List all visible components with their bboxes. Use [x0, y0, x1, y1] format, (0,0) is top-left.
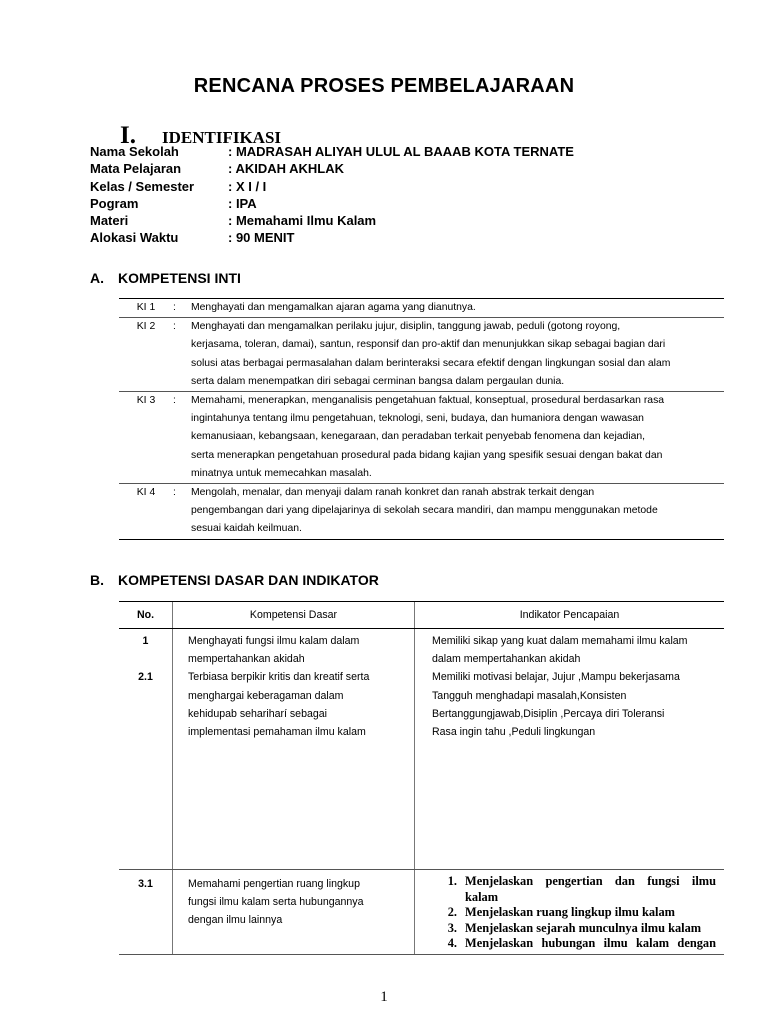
ki-text	[191, 318, 724, 391]
table-row	[119, 629, 724, 870]
column-header-indikator: Indikator Pencapaian	[519, 609, 620, 621]
identity-list	[90, 144, 574, 248]
ki-line: serta dalam menempatkan diri sebagai cerminan bangsa dalam pergaulan dunia.	[191, 375, 565, 387]
row-number: 1	[142, 635, 149, 647]
ki-line: serta menerapkan pengetahuan prosedural pada bidang kajian yang spesifik sesuai dengan bakat dan	[191, 449, 663, 461]
ki-code: KI 1	[136, 302, 156, 313]
ki-text	[191, 299, 724, 317]
kd-line: mempertahankan akidah	[188, 653, 305, 666]
list-number: 2.	[447, 905, 457, 919]
kd-line: fungsi ilmu kalam serta hubungannya	[188, 896, 364, 909]
indikator-list-item	[431, 874, 724, 890]
kd-line: Terbiasa berpikir kritis dan kreatif serta	[188, 671, 370, 684]
column-header-no: No.	[119, 602, 173, 628]
document-title: RENCANA PROSES PEMBELAJARAAN	[193, 75, 575, 97]
identity-row	[90, 196, 574, 213]
indikator-line: Rasa ingin tahu ,Peduli lingkungan	[432, 726, 596, 739]
kd-line: dengan ilmu lainnya	[188, 914, 283, 927]
list-number: 1.	[447, 874, 457, 888]
table-row	[119, 870, 724, 955]
kd-line: Menghayati fungsi ilmu kalam dalam	[188, 635, 360, 647]
indikator-line: Memiliki motivasi belajar, Jujur ,Mampu bekerjasama	[432, 671, 680, 684]
kd-cell	[173, 629, 415, 869]
column-header-kompetensi-dasar: Kompetensi Dasar	[173, 602, 415, 628]
list-text: Menjelaskan ruang lingkup ilmu kalam	[465, 905, 675, 919]
ki-row	[119, 483, 724, 539]
ki-text	[191, 392, 724, 483]
kd-line: implementasi pemahaman ilmu kalam	[188, 726, 366, 739]
indikator-list-item	[431, 936, 724, 952]
identity-key: Mata Pelajaran	[90, 161, 182, 177]
identity-key: Kelas / Semester	[90, 178, 195, 194]
identity-row	[90, 161, 574, 178]
row-number-cell	[119, 629, 173, 869]
indikator-list	[415, 870, 724, 954]
indikator-line: Bertanggungjawab,Disiplin ,Percaya diri Toleransi	[432, 707, 665, 720]
ki-row	[119, 299, 724, 317]
table-header-row	[119, 602, 724, 629]
ki-colon: :	[173, 321, 176, 333]
section-label: KOMPETENSI DASAR DAN INDIKATOR	[118, 572, 379, 588]
ki-text	[191, 484, 724, 539]
section-letter: A.	[90, 270, 104, 286]
indikator-list-item	[431, 921, 724, 937]
indikator-list-item-continued	[431, 890, 724, 906]
list-number: 4.	[447, 936, 457, 950]
identity-value: : MADRASAH ALIYAH ULUL AL BAAAB KOTA TERNATE	[228, 144, 574, 159]
identity-value: : X I / I	[228, 178, 267, 194]
ki-line: kemanusiaan, kebangsaan, kenegaraan, dan peradaban terkait penyebab fenomena dan kejadian,	[191, 431, 646, 443]
ki-row	[119, 391, 724, 483]
list-text: Menjelaskan pengertian dan fungsi ilmu	[465, 874, 716, 888]
ki-line: Mengolah, menalar, dan menyaji dalam ranah konkret dan ranah abstrak terkait dengan	[191, 487, 595, 499]
section-a-heading	[90, 270, 241, 286]
ki-line: minatnya untuk memecahkan masalah.	[191, 467, 372, 479]
ki-line: Memahami, menerapkan, menganalisis pengetahuan faktual, konseptual, prosedural berdasarkan rasa	[191, 395, 665, 407]
section-number: I.	[120, 122, 136, 149]
indikator-line: Tangguh menghadapi masalah,Konsisten	[432, 689, 627, 702]
identity-key: Alokasi Waktu	[90, 230, 179, 246]
section-b-heading	[90, 572, 379, 588]
indikator-line: dalam mempertahankan akidah	[432, 653, 581, 666]
ki-code: KI 4	[136, 487, 156, 499]
page-number: 1	[380, 989, 388, 1005]
section-label: KOMPETENSI INTI	[118, 270, 241, 286]
ki-row	[119, 317, 724, 391]
identity-row	[90, 213, 574, 230]
list-number-spacer	[431, 890, 465, 906]
identity-key: Pogram	[90, 195, 139, 211]
row-number-cell	[119, 870, 173, 954]
ki-colon: :	[173, 395, 176, 407]
kompetensi-dasar-table	[119, 601, 724, 955]
indikator-list-item	[431, 905, 724, 921]
kd-line: Memahami pengertian ruang lingkup	[188, 878, 360, 890]
row-number: 2.1	[138, 671, 153, 684]
list-text: Menjelaskan sejarah munculnya ilmu kalam	[465, 920, 702, 935]
ki-code: KI 3	[136, 395, 156, 407]
kd-line: menghargai keberagaman dalam	[188, 689, 344, 702]
indikator-line: Memiliki sikap yang kuat dalam memahami ilmu kalam	[432, 635, 688, 647]
identity-key: Nama Sekolah	[90, 144, 179, 159]
identity-row	[90, 230, 574, 247]
row-number	[119, 650, 172, 668]
identity-row	[90, 144, 574, 161]
row-number: 3.1	[138, 878, 153, 890]
ki-line: ingintahunya tentang ilmu pengetahuan, teknologi, seni, budaya, dan humaniora dengan wawasan	[191, 413, 644, 425]
identity-row	[90, 179, 574, 196]
identity-value: : IPA	[228, 195, 257, 211]
identity-value: : Memahami Ilmu Kalam	[228, 213, 377, 229]
ki-line: kerjasama, toleran, damai), santun, responsif dan pro-aktif dan menunjukkan sikap sebagai bagian dari	[191, 339, 666, 351]
ki-code: KI 2	[136, 321, 156, 333]
list-text: Menjelaskan hubungan ilmu kalam dengan	[465, 936, 716, 950]
ki-line: pengembangan dari yang dipelajarinya di sekolah secara mandiri, dan mampu menggunakan metode	[191, 505, 658, 517]
ki-colon: :	[173, 302, 176, 313]
kd-line: kehidupab sehariharí sebagai	[188, 707, 327, 720]
section-label: IDENTIFIKASI	[161, 128, 282, 147]
kd-cell	[173, 870, 415, 954]
identity-value: : 90 MENIT	[228, 230, 295, 246]
ki-line: Menghayati dan mengamalkan perilaku jujur, disiplin, tanggung jawab, peduli (gotong royong,	[191, 321, 621, 333]
list-number: 3.	[447, 920, 457, 935]
ki-line: Menghayati dan mengamalkan ajaran agama yang dianutnya.	[191, 302, 476, 313]
ki-colon: :	[173, 487, 176, 499]
ki-line: solusi atas berbagai permasalahan dalam berinteraksi secara efektif dengan lingkungan sosial dan alam	[191, 357, 671, 369]
ki-line: sesuai kaidah keilmuan.	[191, 523, 302, 535]
section-letter: B.	[90, 572, 104, 588]
list-text: kalam	[465, 889, 499, 904]
kompetensi-inti-table	[119, 298, 724, 540]
identity-key: Materi	[90, 213, 129, 229]
identity-value: : AKIDAH AKHLAK	[228, 161, 345, 177]
indikator-cell	[415, 629, 724, 869]
